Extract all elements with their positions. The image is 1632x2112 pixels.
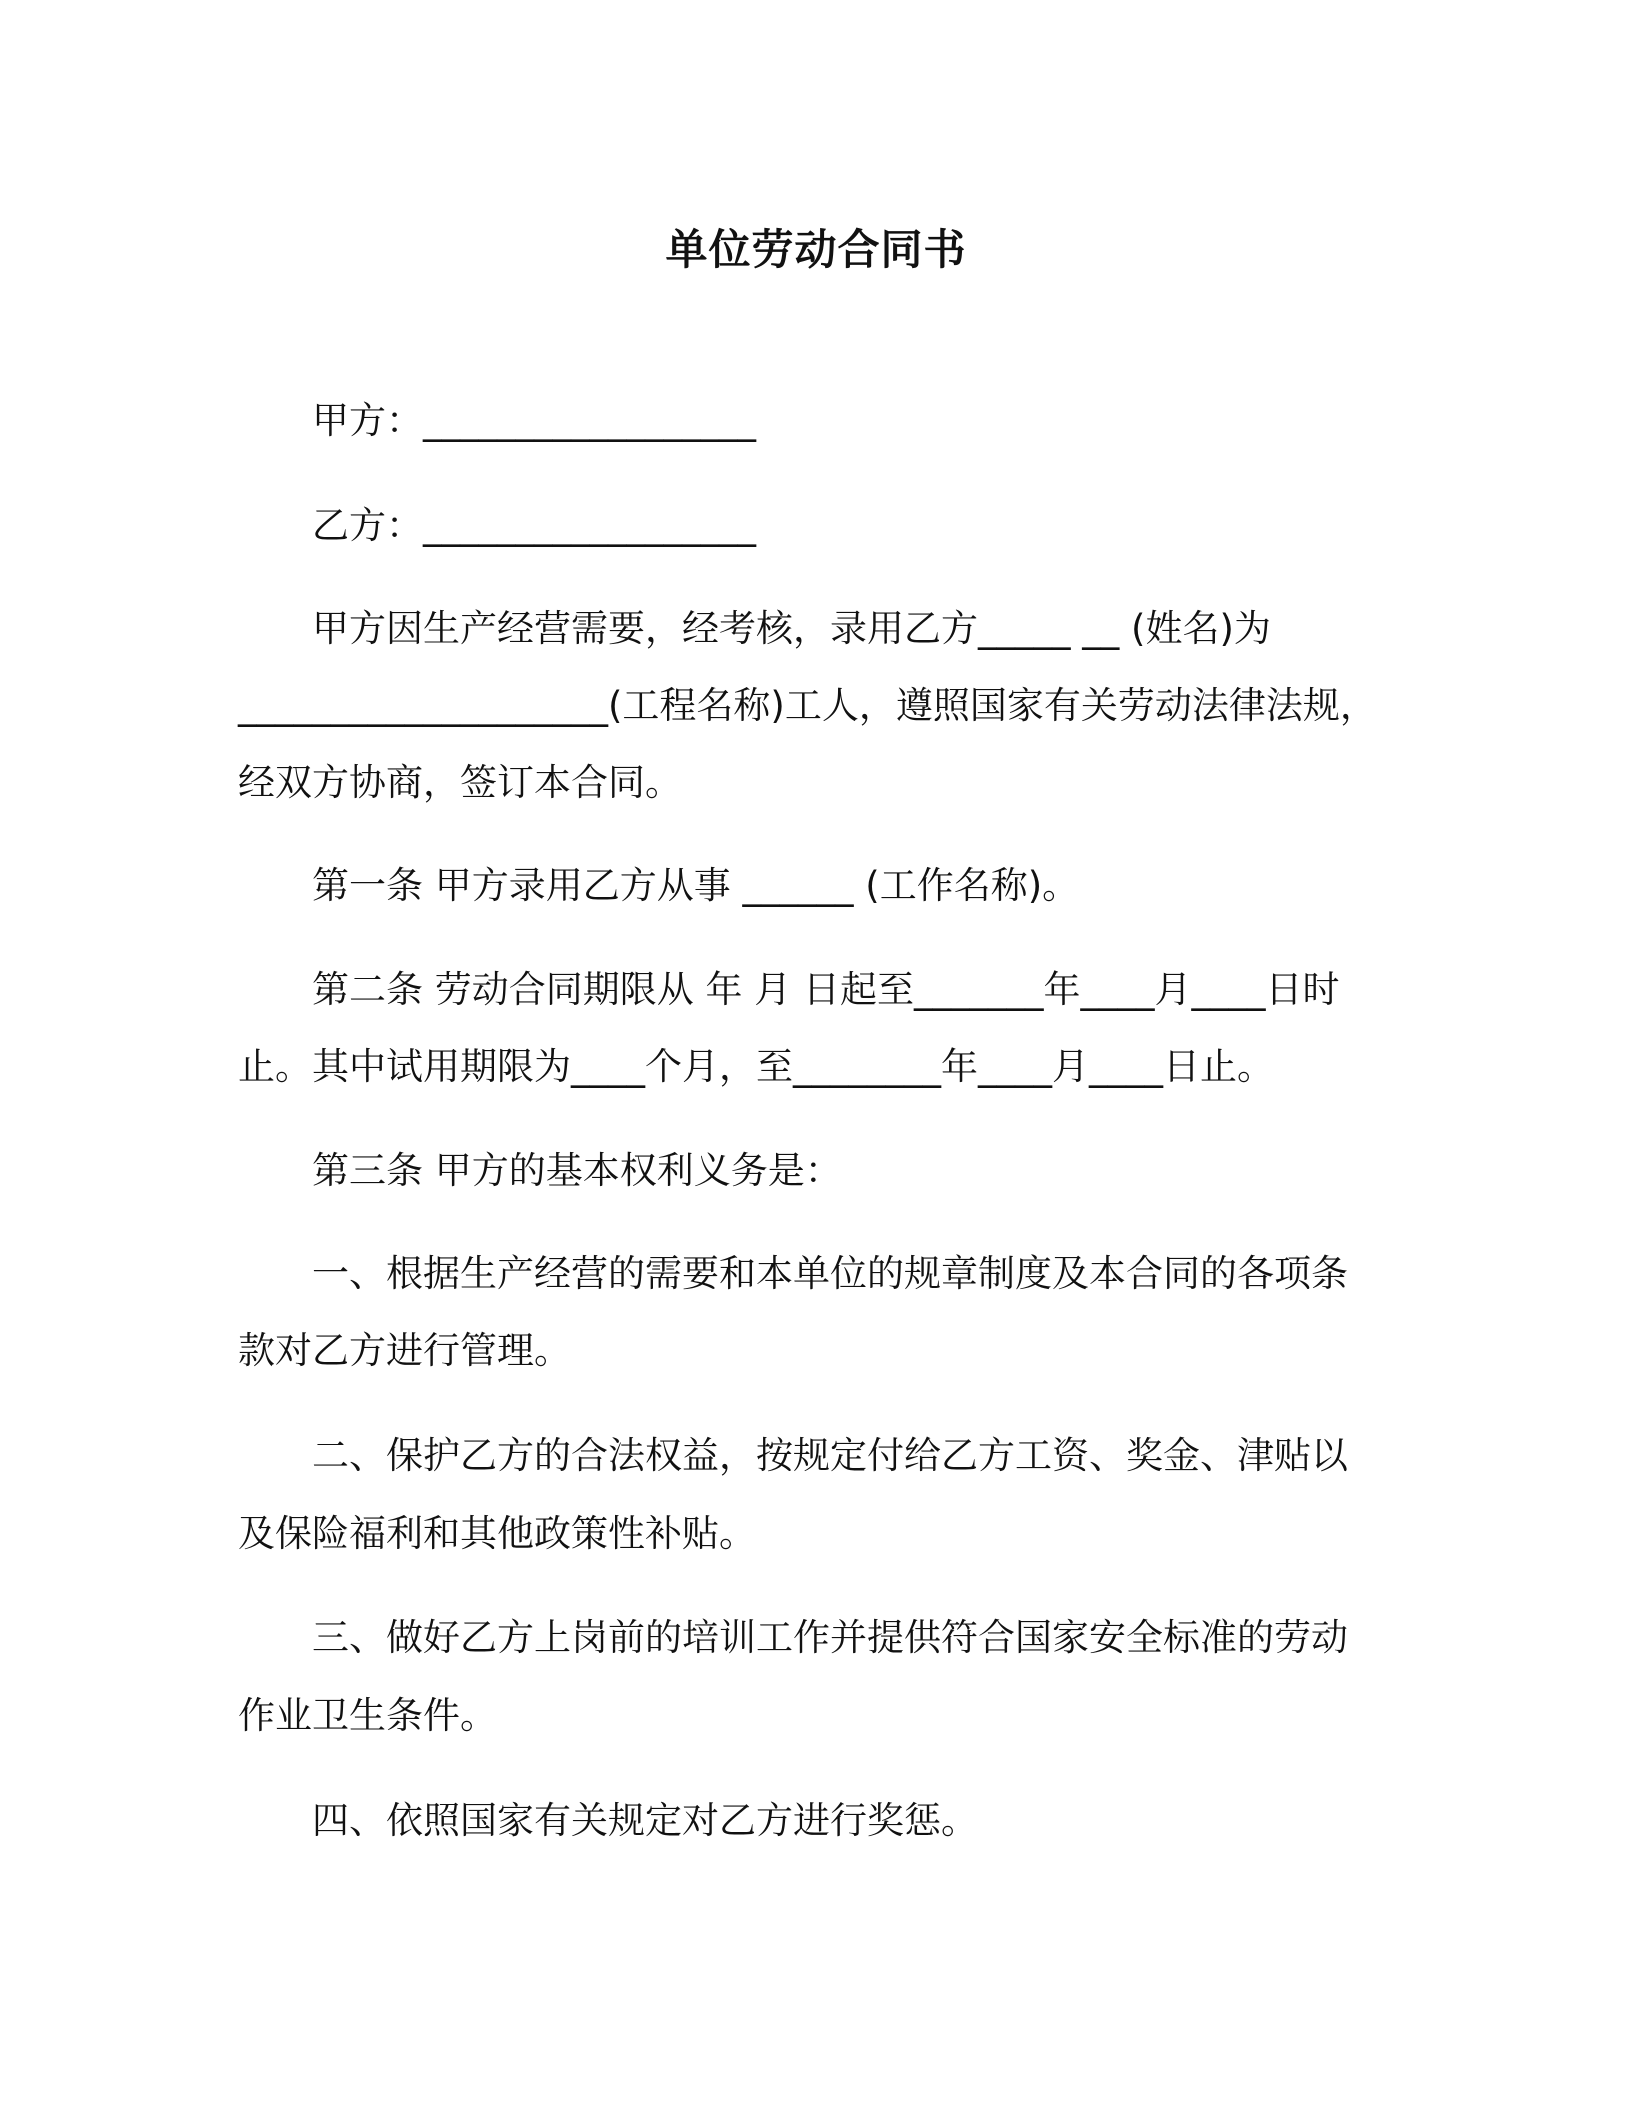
document-title: 单位劳动合同书	[665, 225, 967, 274]
party-a-line: 甲方：__________________	[312, 399, 756, 442]
article-2-line-2: 止。其中试用期限为____个月，至________年____月____日止。	[238, 1045, 1274, 1088]
article-2-line-1: 第二条 劳动合同期限从 年 月 日起至_______年____月____日时	[312, 968, 1340, 1011]
item-3-line-1: 三、做好乙方上岗前的培训工作并提供符合国家安全标准的劳动	[312, 1616, 1348, 1659]
intro-line-1: 甲方因生产经营需要，经考核，录用乙方_____ __ (姓名)为	[312, 607, 1271, 650]
item-2-line-1: 二、保护乙方的合法权益，按规定付给乙方工资、奖金、津贴以	[312, 1434, 1348, 1477]
item-2-line-2: 及保险福利和其他政策性补贴。	[238, 1512, 756, 1555]
article-3: 第三条 甲方的基本权利义务是：	[312, 1149, 842, 1192]
intro-line-2: ____________________(工程名称)工人，遵照国家有关劳动法律法规，	[238, 684, 1377, 727]
item-3-line-2: 作业卫生条件。	[238, 1694, 497, 1737]
item-1-line-2: 款对乙方进行管理。	[238, 1329, 571, 1372]
item-4: 四、依照国家有关规定对乙方进行奖惩。	[312, 1799, 978, 1842]
article-1: 第一条 甲方录用乙方从事 ______ (工作名称)。	[312, 864, 1080, 907]
party-b-line: 乙方：__________________	[312, 504, 756, 547]
intro-line-3: 经双方协商，签订本合同。	[238, 761, 682, 804]
item-1-line-1: 一、根据生产经营的需要和本单位的规章制度及本合同的各项条	[312, 1252, 1348, 1295]
